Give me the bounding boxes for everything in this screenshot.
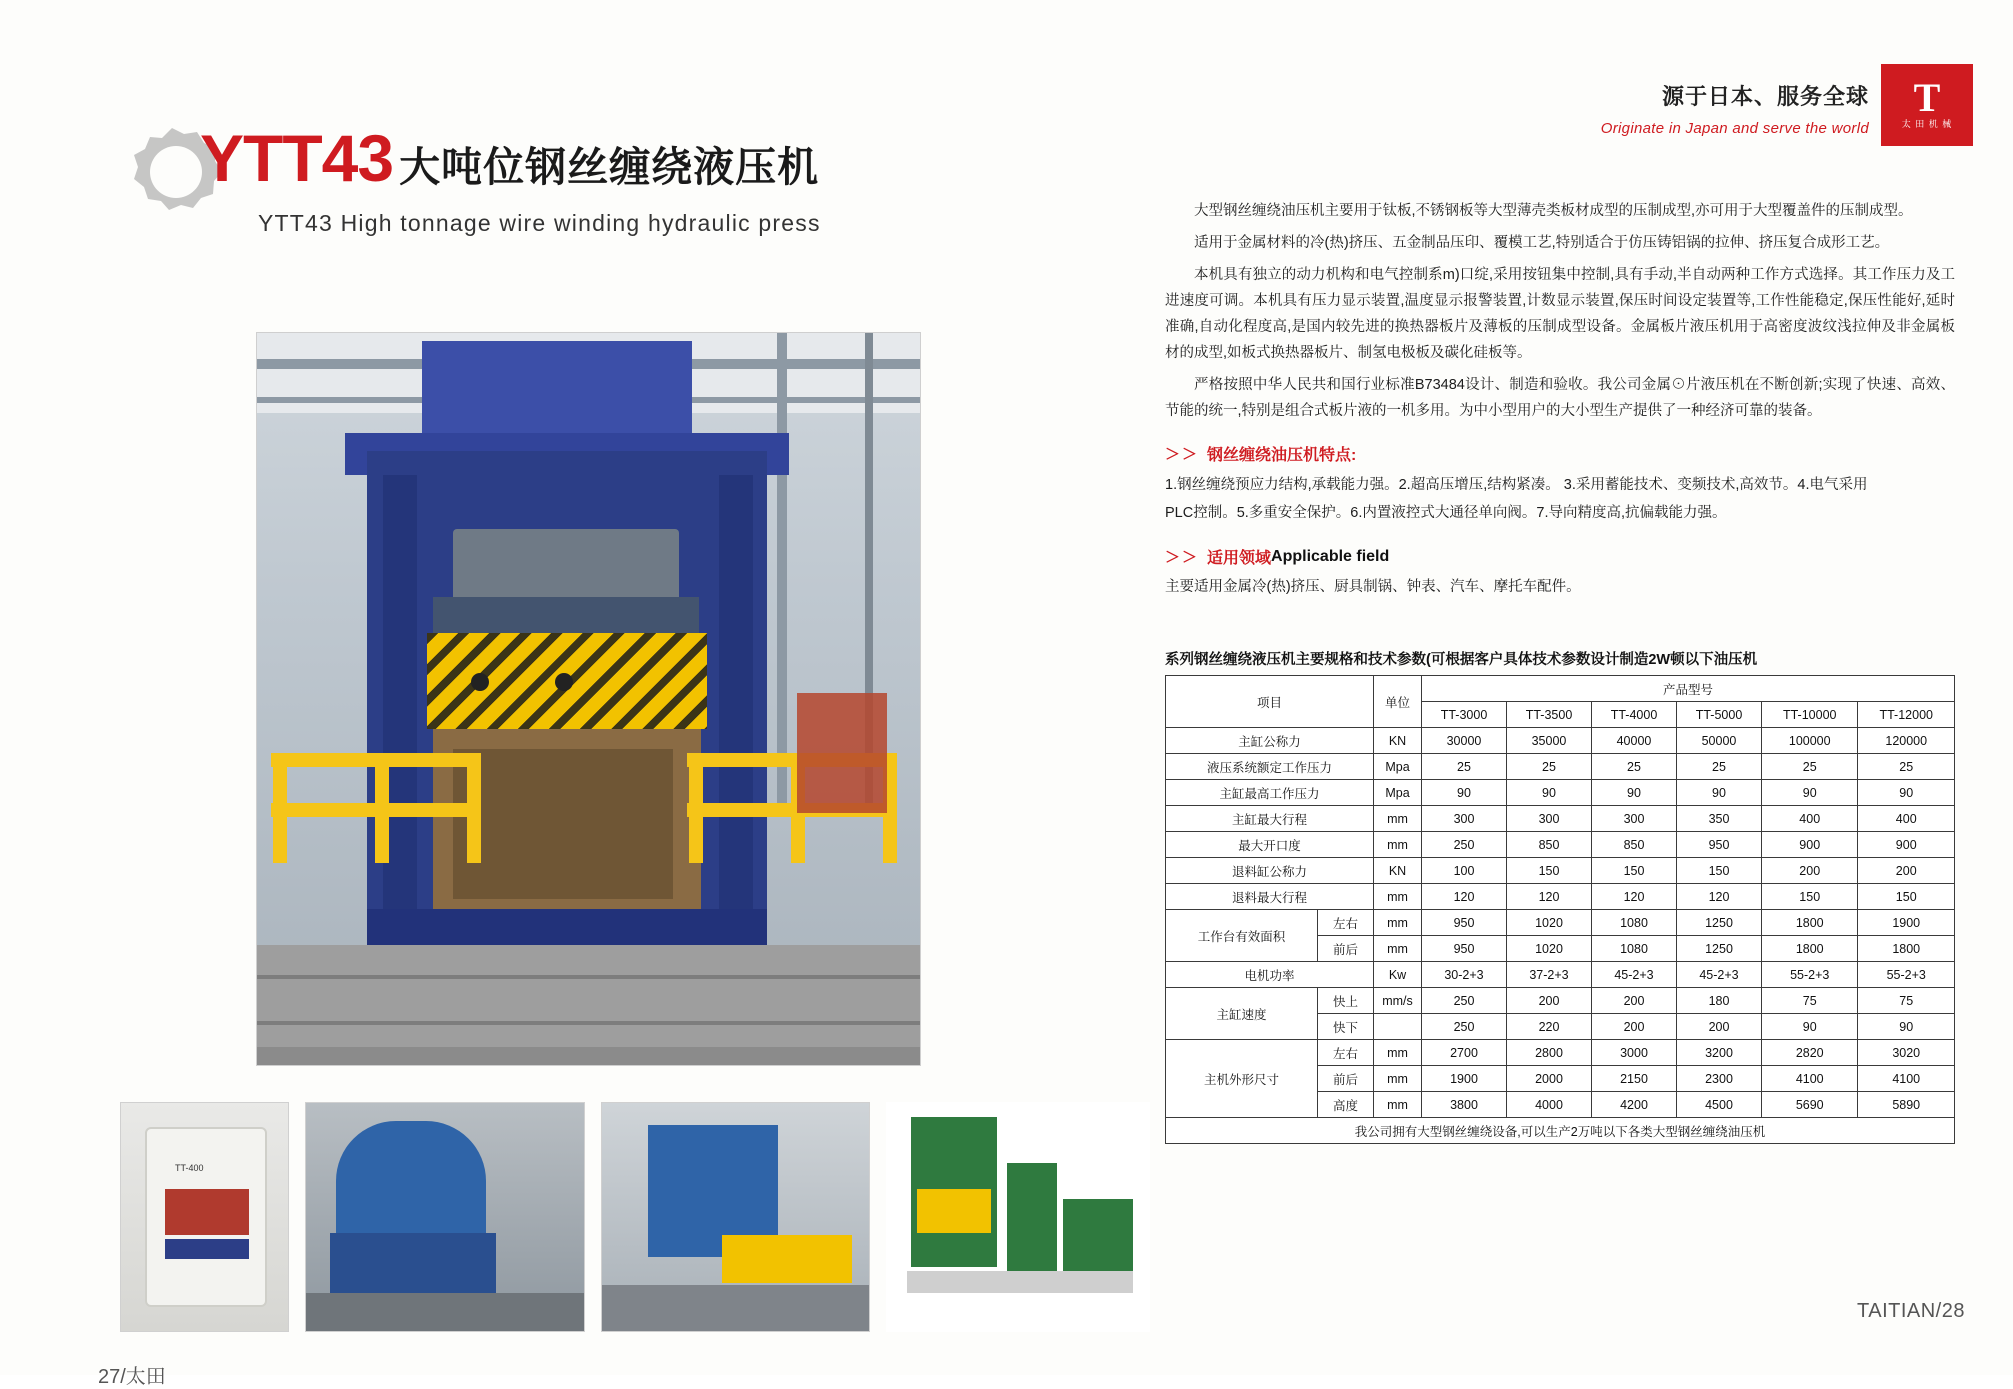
spec-row-unit: Mpa: [1374, 754, 1422, 780]
spec-footnote: 我公司拥有大型钢丝缠绕设备,可以生产2万吨以下各类大型钢丝缠绕油压机: [1166, 1118, 1955, 1144]
spec-cell: 150: [1507, 858, 1592, 884]
spec-cell: 25: [1422, 754, 1507, 780]
spec-row-label: 退料缸公称力: [1166, 858, 1374, 884]
spec-cell: 1020: [1507, 936, 1592, 962]
spec-cell: 300: [1507, 806, 1592, 832]
spec-cell: 250: [1422, 988, 1507, 1014]
spec-row-label: 主缸公称力: [1166, 728, 1374, 754]
spec-row-label: 液压系统额定工作压力: [1166, 754, 1374, 780]
spec-cell: 120: [1422, 884, 1507, 910]
hero-photo-hydraulic-press: [256, 332, 921, 1066]
spec-cell: 120000: [1858, 728, 1955, 754]
spec-cell: 100000: [1762, 728, 1858, 754]
thumbnail-2: [305, 1102, 584, 1332]
features-line-1: 1.钢丝缠绕预应力结构,承载能力强。2.超高压增压,结构紧凑。 3.采用蓄能技术、变频技术,高效节。4.电气采用: [1165, 477, 1868, 493]
spec-table-row: [1166, 780, 1955, 806]
spec-row-unit: KN: [1374, 858, 1422, 884]
spec-cell: 3000: [1592, 1040, 1677, 1066]
brand-logo-block: [1543, 64, 1973, 160]
spec-cell: 120: [1677, 884, 1762, 910]
spec-cell: 2300: [1677, 1066, 1762, 1092]
spec-cell: 900: [1762, 832, 1858, 858]
features-heading-label: 钢丝缠绕油压机特点:: [1207, 447, 1357, 464]
spec-cell: 150: [1762, 884, 1858, 910]
spec-row-label: 主缸最高工作压力: [1166, 780, 1374, 806]
spec-cell: 1900: [1858, 910, 1955, 936]
spec-cell: 1020: [1507, 910, 1592, 936]
spec-cell: 850: [1592, 832, 1677, 858]
features-list: [1165, 471, 1955, 527]
intro-paragraph-4: 严格按照中华人民共和国行业标准B73484设计、制造和验收。我公司金属⊙片液压机在不断创新;实现了快速、高效、节能的统一,特别是组合式板片液的一机多用。为中小型用户的大小型生产提供了一种经济可靠的装备。: [1165, 377, 1955, 419]
spec-cell: 55-2+3: [1762, 962, 1858, 988]
spec-cell: 1800: [1762, 910, 1858, 936]
spec-cell: 25: [1858, 754, 1955, 780]
spec-row-unit: Mpa: [1374, 780, 1422, 806]
spec-cell: 90: [1858, 1014, 1955, 1040]
spec-cell: 4100: [1762, 1066, 1858, 1092]
spec-cell: 150: [1592, 858, 1677, 884]
spec-cell: 45-2+3: [1677, 962, 1762, 988]
title-block: [200, 120, 1100, 237]
spec-cell: 200: [1762, 858, 1858, 884]
spec-table-row: [1166, 806, 1955, 832]
spec-row-label: 主缸速度: [1166, 988, 1318, 1040]
intro-paragraph-3: 本机具有独立的动力机构和电气控制系m)口绽,采用按钮集中控制,具有手动,半自动两种工作方式选择。其工作压力及工进速度可调。本机具有压力显示装置,温度显示报警装置,计数显示装置,保压时间设定装置等,工作性能稳定,保压性能好,延时准确,自动化程度高,是国内较先进的换热器板片及薄板的压制成型设备。金属板片液压机用于高密度波纹浅拉伸及非金属板材的成型,如板式换热器板片、制氢电极板及碳化硅板等。: [1165, 267, 1955, 361]
spec-cell: 75: [1858, 988, 1955, 1014]
spec-row-label: 工作台有效面积: [1166, 910, 1318, 962]
spec-table-row: [1166, 884, 1955, 910]
spec-cell: 950: [1677, 832, 1762, 858]
spec-cell: 900: [1858, 832, 1955, 858]
spec-cell: 25: [1592, 754, 1677, 780]
spec-table-row: [1166, 832, 1955, 858]
spec-cell: 37-2+3: [1507, 962, 1592, 988]
spec-cell: 55-2+3: [1858, 962, 1955, 988]
spec-model-header-4: TT-10000: [1762, 702, 1858, 728]
spec-cell: 200: [1858, 858, 1955, 884]
thumbnail-3: [601, 1102, 870, 1332]
spec-table-row: [1166, 910, 1955, 936]
features-heading: [1165, 442, 1955, 465]
spec-row-unit: Kw: [1374, 962, 1422, 988]
spec-cell: 200: [1677, 1014, 1762, 1040]
spec-col-unit: 单位: [1374, 676, 1422, 728]
spec-cell: 400: [1858, 806, 1955, 832]
spec-cell: 4100: [1858, 1066, 1955, 1092]
spec-cell: 90: [1762, 1014, 1858, 1040]
spec-model-header-2: TT-4000: [1592, 702, 1677, 728]
spec-row-label: 最大开口度: [1166, 832, 1374, 858]
spec-table-row: [1166, 1040, 1955, 1066]
spec-row-unit: mm: [1374, 832, 1422, 858]
intro-paragraph-1: 大型钢丝缠绕油压机主要用于钛板,不锈钢板等大型薄壳类板材成型的压制成型,亦可用于大型覆盖件的压制成型。: [1194, 203, 1913, 219]
spec-cell: 2000: [1507, 1066, 1592, 1092]
spec-cell: 5890: [1858, 1092, 1955, 1118]
spec-row-sublabel: 前后: [1318, 1066, 1374, 1092]
thumbnail-1: [120, 1102, 289, 1332]
spec-row-unit: mm: [1374, 910, 1422, 936]
applicable-text: 主要适用金属冷(热)挤压、厨具制锅、钟表、汽车、摩托车配件。: [1165, 579, 1581, 595]
spec-cell: 200: [1592, 1014, 1677, 1040]
spec-col-models: 产品型号: [1422, 676, 1955, 702]
spec-cell: 2700: [1422, 1040, 1507, 1066]
spec-table-row: [1166, 988, 1955, 1014]
spec-cell: 200: [1592, 988, 1677, 1014]
spec-table-row: [1166, 754, 1955, 780]
spec-row-sublabel: 快下: [1318, 1014, 1374, 1040]
spec-row-label: 电机功率: [1166, 962, 1374, 988]
spec-table-row: [1166, 858, 1955, 884]
spec-cell: 4200: [1592, 1092, 1677, 1118]
company-logo-icon: [1881, 64, 1973, 146]
spec-cell: 40000: [1592, 728, 1677, 754]
spec-row-unit: mm: [1374, 806, 1422, 832]
spec-cell: 90: [1858, 780, 1955, 806]
spec-cell: 1800: [1762, 936, 1858, 962]
spec-table-block: [1165, 648, 1955, 1144]
spec-cell: 250: [1422, 832, 1507, 858]
footer-page-right: TAITIAN/28: [1857, 1300, 1965, 1322]
spec-cell: 35000: [1507, 728, 1592, 754]
spec-row-sublabel: 快上: [1318, 988, 1374, 1014]
spec-cell: 45-2+3: [1592, 962, 1677, 988]
spec-cell: 4500: [1677, 1092, 1762, 1118]
spec-cell: 950: [1422, 910, 1507, 936]
spec-cell: 75: [1762, 988, 1858, 1014]
spec-cell: 25: [1762, 754, 1858, 780]
spec-row-unit: mm/s: [1374, 988, 1422, 1014]
intro-text-block: [1165, 198, 1955, 606]
spec-row-label: 主机外形尺寸: [1166, 1040, 1318, 1118]
spec-cell: 300: [1422, 806, 1507, 832]
spec-cell: 1250: [1677, 936, 1762, 962]
spec-cell: 850: [1507, 832, 1592, 858]
spec-cell: 90: [1677, 780, 1762, 806]
spec-cell: 1080: [1592, 936, 1677, 962]
spec-row-sublabel: 左右: [1318, 1040, 1374, 1066]
spec-cell: 350: [1677, 806, 1762, 832]
arrow-icon: ＞＞: [1165, 446, 1200, 463]
spec-cell: 90: [1592, 780, 1677, 806]
spec-col-item: 项目: [1166, 676, 1374, 728]
spec-row-sublabel: 左右: [1318, 910, 1374, 936]
slogan-en: Originate in Japan and serve the world: [1600, 120, 1869, 137]
intro-paragraph-2: 适用于金属材料的冷(热)挤压、五金制品压印、覆模工艺,特别适合于仿压铸铝锅的拉伸、挤压复合成形工艺。: [1194, 235, 1890, 251]
spec-cell: 90: [1422, 780, 1507, 806]
thumbnail-row: [120, 1102, 1150, 1332]
spec-cell: 25: [1507, 754, 1592, 780]
spec-cell: 30-2+3: [1422, 962, 1507, 988]
spec-cell: 90: [1762, 780, 1858, 806]
spec-cell: 400: [1762, 806, 1858, 832]
spec-cell: 2820: [1762, 1040, 1858, 1066]
page-subtitle-en: YTT43 High tonnage wire winding hydraulic press: [258, 210, 821, 236]
spec-footnote-row: [1166, 1118, 1955, 1144]
thumbnail-1-label: TT-400: [175, 1163, 204, 1173]
spec-row-unit: mm: [1374, 1066, 1422, 1092]
footer-page-left: 27/太田: [98, 1366, 166, 1388]
spec-row-label: 退料最大行程: [1166, 884, 1374, 910]
spec-cell: 50000: [1677, 728, 1762, 754]
applicable-heading: [1165, 545, 1955, 568]
spec-cell: 5690: [1762, 1092, 1858, 1118]
spec-cell: 1900: [1422, 1066, 1507, 1092]
spec-cell: 2800: [1507, 1040, 1592, 1066]
spec-model-header-1: TT-3500: [1507, 702, 1592, 728]
spec-cell: 150: [1858, 884, 1955, 910]
spec-row-sublabel: 高度: [1318, 1092, 1374, 1118]
applicable-heading-en: Applicable field: [1271, 547, 1390, 565]
spec-cell: 1250: [1677, 910, 1762, 936]
logo-letter: T: [1913, 74, 1941, 120]
thumbnail-4: [886, 1102, 1150, 1332]
spec-cell: 100: [1422, 858, 1507, 884]
page-title: 大吨位钢丝缠绕液压机: [399, 144, 820, 190]
spec-cell: 25: [1677, 754, 1762, 780]
spec-cell: 30000: [1422, 728, 1507, 754]
spec-row-sublabel: 前后: [1318, 936, 1374, 962]
spec-cell: 180: [1677, 988, 1762, 1014]
spec-cell: 1080: [1592, 910, 1677, 936]
features-line-2: PLC控制。5.多重安全保护。6.内置液控式大通径单向阀。7.导向精度高,抗偏载能力强。: [1165, 505, 1727, 521]
spec-cell: 200: [1507, 988, 1592, 1014]
spec-model-header-0: TT-3000: [1422, 702, 1507, 728]
spec-cell: 3020: [1858, 1040, 1955, 1066]
spec-cell: 950: [1422, 936, 1507, 962]
spec-header-row-1: [1166, 676, 1955, 702]
spec-cell: 120: [1592, 884, 1677, 910]
slogan-cn: 源于日本、服务全球: [1661, 84, 1869, 109]
spec-cell: 3800: [1422, 1092, 1507, 1118]
arrow-icon-2: ＞＞: [1165, 549, 1200, 566]
spec-row-unit: mm: [1374, 1092, 1422, 1118]
left-column: [60, 60, 1160, 1388]
spec-cell: 120: [1507, 884, 1592, 910]
spec-cell: 250: [1422, 1014, 1507, 1040]
spec-row-unit: mm: [1374, 936, 1422, 962]
spec-cell: 4000: [1507, 1092, 1592, 1118]
spec-cell: 2150: [1592, 1066, 1677, 1092]
spec-table: [1165, 675, 1955, 1144]
logo-company-name: 太 田 机 械: [1901, 118, 1953, 129]
spec-cell: 220: [1507, 1014, 1592, 1040]
spec-row-unit: [1374, 1014, 1422, 1040]
spec-cell: 150: [1677, 858, 1762, 884]
applicable-heading-cn: 适用领域: [1207, 550, 1272, 567]
spec-row-label: 主缸最大行程: [1166, 806, 1374, 832]
spec-table-caption: 系列钢丝缠绕液压机主要规格和技术参数(可根据客户具体技术参数设计制造2W顿以下油压机: [1165, 652, 1758, 668]
spec-model-header-5: TT-12000: [1858, 702, 1955, 728]
spec-model-header-3: TT-5000: [1677, 702, 1762, 728]
spec-row-unit: KN: [1374, 728, 1422, 754]
spec-cell: 3200: [1677, 1040, 1762, 1066]
model-code: YTT43: [200, 121, 394, 195]
spec-cell: 1800: [1858, 936, 1955, 962]
spec-table-row: [1166, 728, 1955, 754]
spec-table-row: [1166, 962, 1955, 988]
spec-row-unit: mm: [1374, 884, 1422, 910]
spec-cell: 90: [1507, 780, 1592, 806]
spec-row-unit: mm: [1374, 1040, 1422, 1066]
spec-cell: 300: [1592, 806, 1677, 832]
